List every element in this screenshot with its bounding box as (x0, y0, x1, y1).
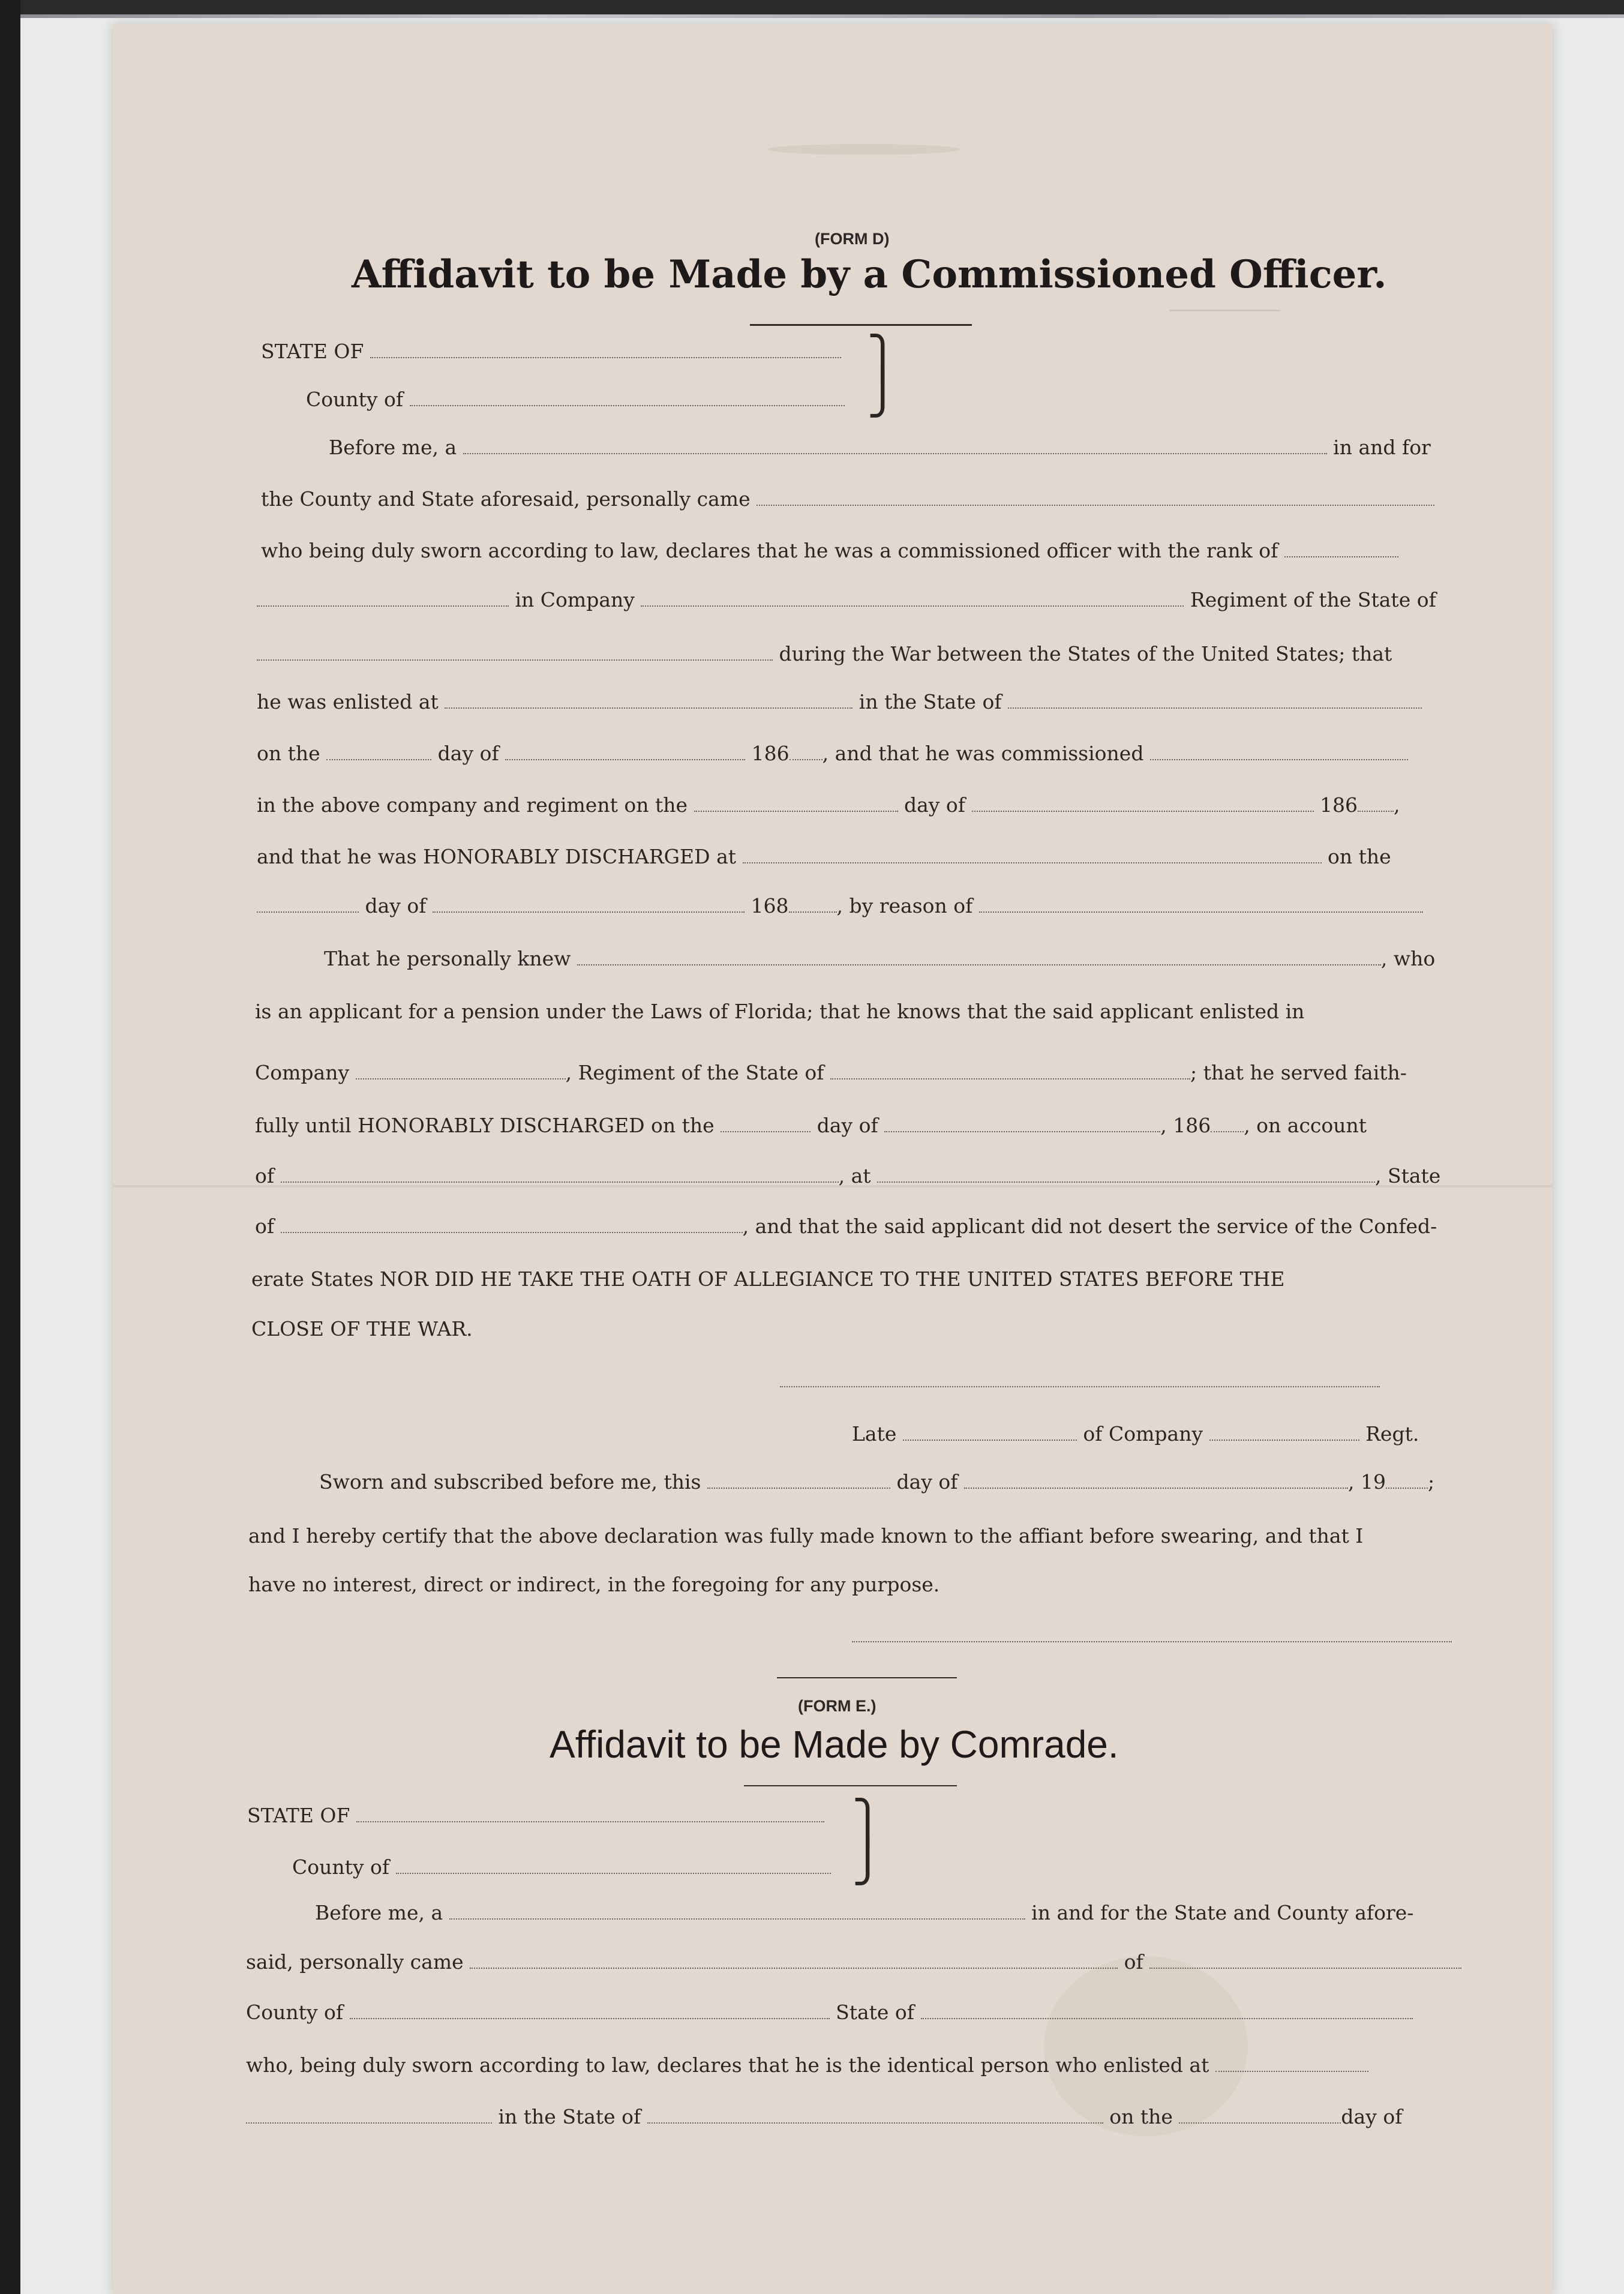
enlist-day-field[interactable] (326, 743, 431, 760)
rank-field[interactable] (1284, 541, 1398, 557)
form-d-knew-row (324, 947, 1435, 971)
by-reason-label: , by reason of (836, 894, 973, 917)
late-label: Late (852, 1422, 897, 1446)
sworn-month-field[interactable] (964, 1472, 1348, 1489)
commission-year-field[interactable] (1358, 795, 1394, 812)
form-e-brace-lower: ⎭ (852, 1836, 884, 1885)
form-d-reason-row (257, 894, 1423, 918)
semicolon-label: ; (1427, 1470, 1435, 1494)
applicant-discharge-month-field[interactable] (884, 1115, 1160, 1132)
form-d-county-row (306, 388, 845, 412)
state-of-label: STATE OF (261, 340, 364, 363)
oath-allegiance-label: erate States NOR DID HE TAKE THE OATH OF ALLEGIANCE TO THE UNITED STATES BEFORE THE (251, 1267, 1285, 1291)
county-field[interactable] (410, 389, 845, 406)
form-e-came-row (246, 1950, 1461, 1974)
day-of-label-4: day of (816, 1114, 878, 1137)
form-d-oath-row (251, 1267, 1285, 1291)
close-of-war-label: CLOSE OF THE WAR. (251, 1317, 473, 1341)
in-and-for-label: in and for (1333, 436, 1431, 459)
form-d-title-rule (750, 324, 972, 326)
form-e-comrade-name-field[interactable] (470, 1952, 1118, 1969)
form-d-discharge-row (257, 845, 1391, 869)
form-e-title-rule (744, 1785, 957, 1786)
applicant-state-field[interactable] (830, 1063, 1190, 1079)
form-d-date-row (257, 742, 1408, 766)
discharge-month-field[interactable] (433, 896, 745, 913)
commission-month-field[interactable] (972, 795, 1314, 812)
officer-title-field[interactable] (463, 437, 1327, 454)
regiment-of-state-label: , Regiment of the State of (565, 1061, 824, 1084)
discharge-place-field[interactable] (743, 847, 1322, 863)
sworn-day-field[interactable] (707, 1472, 890, 1489)
form-d-rank-row (261, 539, 1398, 563)
form-e-enlisted-state-field[interactable] (647, 2107, 1103, 2124)
comrade-signature-line[interactable] (780, 1386, 1380, 1387)
year-168-label: 168 (751, 894, 789, 917)
form-d-came-row (261, 487, 1434, 511)
form-d-label: (FORM D) (815, 230, 890, 248)
discharge-year-field[interactable] (789, 896, 837, 913)
year-19-label: , 19 (1347, 1470, 1386, 1494)
form-e-county-of-label-2: County of (246, 2001, 344, 2024)
form-e-enlisted-day-field[interactable] (1179, 2107, 1341, 2124)
form-d-applicant-company-row (255, 1061, 1407, 1085)
above-company-label: in the above company and regiment on the (257, 793, 688, 817)
company-label: Company (255, 1061, 350, 1084)
commission-day-field[interactable] (694, 795, 898, 812)
applicant-discharge-day-field[interactable] (721, 1115, 811, 1132)
sworn-rank-label: who being duly sworn according to law, declares that he was a commissioned officer with the rank of (261, 539, 1278, 562)
scan-left-border (0, 0, 20, 2294)
who-label: , who (1380, 947, 1436, 970)
form-d-close-row (251, 1317, 473, 1341)
applicant-discharge-year-field[interactable] (1211, 1115, 1244, 1132)
form-d-enlisted-row (257, 690, 1422, 714)
form-e-day-of-label: day of (1341, 2105, 1403, 2128)
in-company-label: in Company (515, 588, 635, 611)
enlisted-at-field[interactable] (445, 692, 852, 709)
form-e-of-field[interactable] (1149, 1952, 1461, 1969)
form-e-county-field[interactable] (396, 1857, 831, 1874)
county-of-label: County of (306, 388, 404, 411)
form-d-certify-row (248, 1524, 1363, 1548)
discharge-reason-field[interactable] (979, 896, 1423, 913)
form-e-enlisted-place-field[interactable] (246, 2107, 492, 2124)
form-e-state-of-label-2: State of (836, 2001, 915, 2024)
regiment-state-label: Regiment of the State of (1190, 588, 1436, 611)
form-e-before-row (315, 1901, 1413, 1925)
form-e-officer-field[interactable] (449, 1903, 1025, 1920)
sworn-year-field[interactable] (1386, 1472, 1428, 1489)
account-of-field[interactable] (281, 1166, 839, 1183)
form-d-war-row (257, 642, 1392, 666)
applicant-company-field[interactable] (356, 1063, 566, 1079)
officer-signature-line[interactable] (852, 1641, 1452, 1642)
form-e-county-row (292, 1855, 831, 1879)
discharged-at-label: and that he was HONORABLY DISCHARGED at (257, 845, 737, 868)
late-field[interactable] (903, 1424, 1077, 1441)
form-e-state-row (247, 1804, 824, 1828)
form-e-state-date-row (246, 2105, 1402, 2129)
state-comma-label: , State (1375, 1164, 1441, 1188)
enlist-year-field[interactable] (790, 743, 822, 760)
form-e-before-me-label: Before me, a (315, 1901, 443, 1924)
form-e-county-of-label: County of (292, 1855, 390, 1879)
year-186-end-label: 186 (1320, 793, 1358, 817)
not-desert-label: , and that the said applicant did not desert the service of the Confed- (742, 1215, 1437, 1238)
form-e-in-and-for-label: in and for the State and County afore- (1031, 1901, 1414, 1924)
enlisted-state-field[interactable] (1008, 692, 1422, 709)
form-d-late-row (852, 1422, 1419, 1446)
of-label-2: of (255, 1215, 275, 1238)
form-e-identical-person-label: who, being duly sworn according to law, declares that he is the identical person who enlisted at (246, 2053, 1209, 2077)
form-d-company-row (257, 588, 1436, 612)
applicant-name-field[interactable] (577, 949, 1381, 965)
scan-top-edge (0, 14, 1624, 18)
form-e-on-the-label: on the (1109, 2105, 1173, 2128)
form-e-title: Affidavit to be Made by Comrade. (550, 1723, 1119, 1766)
form-e-label: (FORM E.) (798, 1697, 876, 1715)
form-d-pension-row (255, 1000, 1304, 1024)
year-186-account-label: , 186 (1160, 1114, 1211, 1137)
paper-smudge (768, 144, 960, 155)
form-e-in-state-of-label: in the State of (498, 2105, 641, 2128)
form-d-desert-row (255, 1215, 1437, 1239)
fully-until-label: fully until HONORABLY DISCHARGED on the (255, 1114, 715, 1137)
company-field[interactable] (641, 590, 1184, 607)
rank-continued-field[interactable] (257, 590, 509, 607)
before-me-label: Before me, a (329, 436, 457, 459)
certify-label: and I hereby certify that the above declaration was fully made known to the affiant before swearing, and that I (248, 1524, 1364, 1548)
no-interest-label: have no interest, direct or indirect, in the foregoing for any purpose. (248, 1573, 940, 1596)
on-the-end-label: on the (1328, 845, 1391, 868)
form-e-state-field[interactable] (356, 1806, 824, 1822)
came-name-field[interactable] (757, 489, 1434, 506)
during-war-label: during the War between the States of the United States; that (779, 642, 1392, 665)
discharge-day-field[interactable] (257, 896, 359, 913)
state-field[interactable] (370, 341, 841, 358)
personally-came-label: the County and State aforesaid, personally came (261, 487, 751, 511)
form-e-state-2-field[interactable] (921, 2002, 1413, 2019)
commission-field[interactable] (1150, 743, 1408, 760)
on-the-label: on the (257, 742, 320, 765)
form-e-top-rule (777, 1677, 957, 1678)
sworn-day-of-label: day of (896, 1470, 958, 1494)
enlisted-at-label: he was enlisted at (257, 690, 439, 713)
form-e-said-came-label: said, personally came (246, 1950, 464, 1974)
served-faith-label: ; that he served faith- (1190, 1061, 1407, 1084)
form-e-state-of-label: STATE OF (247, 1804, 350, 1827)
form-e-enlisted-at-field[interactable] (1215, 2055, 1368, 2072)
form-e-identical-row (246, 2053, 1368, 2077)
year-186-label: 186 (751, 742, 790, 765)
day-of-label-3: day of (365, 894, 427, 917)
form-d-title: Affidavit to be Made by a Commissioned Officer. (352, 252, 1387, 297)
state-county-brace: ⎫ (867, 334, 899, 383)
account-state-field[interactable] (281, 1216, 743, 1233)
at-label: , at (838, 1164, 871, 1188)
form-d-state-row (261, 340, 841, 364)
form-d-of-at-row (255, 1164, 1440, 1188)
late-company-field[interactable] (1209, 1424, 1359, 1441)
on-account-label: , on account (1244, 1114, 1367, 1137)
day-of-label-2: day of (904, 793, 966, 817)
form-e-county-2-field[interactable] (350, 2002, 830, 2019)
form-e-county-state-row (246, 2001, 1413, 2025)
form-d-sworn-row (319, 1470, 1434, 1494)
day-of-label: day of (437, 742, 499, 765)
personally-knew-label: That he personally knew (324, 947, 571, 970)
state-county-brace-lower: ⎭ (867, 368, 899, 418)
sworn-subscribed-label: Sworn and subscribed before me, this (319, 1470, 701, 1494)
form-d-regiment-date-row: in the above company and regiment on the day of 186 , (257, 793, 1400, 817)
form-d-interest-row (248, 1573, 939, 1597)
commissioned-label: , and that he was commissioned (822, 742, 1144, 765)
account-at-field[interactable] (877, 1166, 1375, 1183)
regt-label: Regt. (1365, 1422, 1419, 1446)
of-company-label: of Company (1083, 1422, 1203, 1446)
of-label: of (255, 1164, 275, 1188)
in-state-of-label: in the State of (858, 690, 1002, 713)
applicant-pension-label: is an applicant for a pension under the Laws of Florida; that he knows that the said applicant enlisted in (255, 1000, 1305, 1023)
state-regiment-field[interactable] (257, 644, 773, 661)
form-d-before-row (329, 436, 1431, 460)
enlist-month-field[interactable] (505, 743, 745, 760)
form-e-of-label: of (1124, 1950, 1143, 1974)
bleed-through-text: ───────── (1170, 299, 1281, 323)
form-e-brace: ⎫ (852, 1798, 884, 1847)
form-d-fully-row (255, 1114, 1367, 1138)
